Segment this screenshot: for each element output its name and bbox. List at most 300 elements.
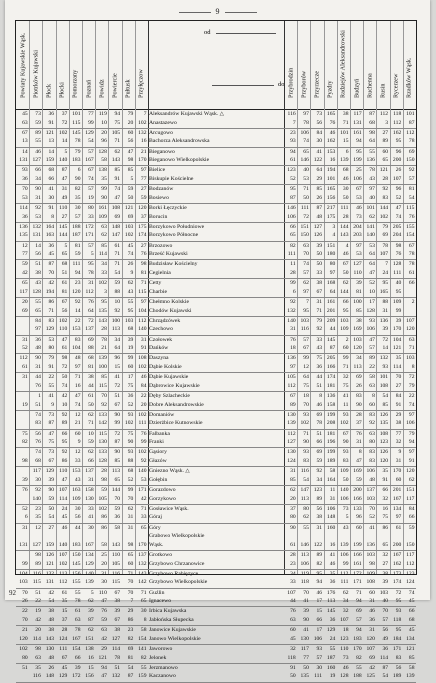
- place-name: Chełmno Kolskie: [149, 299, 189, 305]
- distance-cell: 89: [61, 420, 68, 427]
- distance-cell: 95: [61, 439, 68, 446]
- distance-cell: 38: [342, 111, 349, 117]
- distance-cell: 81: [61, 288, 68, 295]
- distance-cell: 65: [35, 307, 41, 314]
- distance-cell: 106: [406, 420, 415, 427]
- distance-cell: 22: [22, 608, 28, 615]
- distance-cell: 54: [48, 598, 55, 605]
- place-name: Gniezno Wąsk. △: [149, 468, 190, 475]
- distance-cell: 50: [127, 194, 134, 201]
- distance-cell: 120: [353, 345, 362, 352]
- distance-cell: 97: [356, 242, 362, 249]
- distance-cell: 128: [366, 307, 375, 314]
- table-row: [16, 231, 416, 240]
- distance-cell: 50: [290, 673, 296, 680]
- distance-cell: 48: [48, 654, 55, 661]
- right-column-header-5: [350, 21, 363, 109]
- distance-cell: 76: [101, 608, 107, 615]
- distance-cell: 162: [392, 129, 402, 136]
- distance-cell: 41: [88, 514, 94, 521]
- distance-cell: 57: [316, 654, 323, 661]
- distance-cell: 8: [319, 393, 323, 399]
- distance-cell: 74: [35, 449, 41, 456]
- distance-cell: 28: [101, 326, 107, 333]
- distance-cell: 99: [395, 307, 402, 314]
- distance-cell: 66: [382, 487, 389, 493]
- distance-cell: 69: [369, 654, 375, 661]
- distance-cell: 36: [316, 364, 323, 370]
- distance-cell: 105: [98, 495, 107, 502]
- distance-cell: 170: [392, 468, 402, 475]
- distance-cell: 98: [35, 646, 41, 652]
- place-name: Dańków: [149, 345, 169, 352]
- table-row: [16, 672, 416, 681]
- distance-cell: 90: [48, 487, 55, 493]
- distance-cell: 150: [72, 552, 81, 558]
- distance-cell: 136: [366, 541, 375, 548]
- distance-cell: 47: [61, 476, 68, 483]
- distance-cell: 17: [369, 299, 375, 305]
- distance-cell: 103: [124, 223, 134, 230]
- distance-cell: 97: [35, 326, 41, 333]
- distance-cell: 62: [114, 148, 121, 155]
- distance-cell: 148: [111, 223, 121, 230]
- distance-cell: 83: [342, 458, 349, 464]
- distance-cell: 45: [408, 627, 415, 634]
- distance-cell: 57: [303, 270, 309, 276]
- distance-cell: 28: [290, 552, 296, 558]
- place-name: Gąsiory: [149, 449, 168, 456]
- distance-cell: 53: [356, 251, 362, 258]
- distance-cell: 36: [48, 111, 55, 117]
- distance-cell: 135: [98, 307, 107, 314]
- right-column-header-label: Przyborów: [300, 70, 308, 98]
- place-name: Głazów: [149, 458, 167, 464]
- distance-cell: 92: [35, 205, 41, 211]
- distance-cell: 29: [101, 646, 107, 652]
- distance-cell: 98: [22, 458, 28, 464]
- distance-cell: 74: [408, 589, 415, 596]
- distance-cell: 131: [45, 579, 55, 586]
- distance-cell: 154: [138, 635, 147, 642]
- distance-cell: 34: [342, 598, 349, 605]
- distance-cell: 45: [48, 251, 55, 258]
- distance-cell: 90: [342, 439, 349, 446]
- distance-cell: 44: [88, 382, 94, 389]
- distance-cell: 32: [290, 646, 296, 652]
- distance-cell: 71: [114, 138, 121, 145]
- distance-cell: 74: [61, 382, 68, 389]
- distance-cell: 94: [356, 627, 362, 634]
- distance-cell: 51: [114, 393, 121, 399]
- distance-cell: 63: [101, 223, 107, 230]
- place-name: Gorzykowo: [149, 495, 176, 502]
- distance-cell: 76: [290, 608, 296, 615]
- distance-cell: 85: [114, 458, 121, 464]
- distance-cell: 21: [22, 627, 28, 634]
- distance-cell: 37: [61, 617, 68, 623]
- distance-cell: 33: [316, 270, 323, 276]
- distance-cell: 23: [74, 280, 81, 287]
- distance-cell: 92: [369, 420, 375, 427]
- distance-cell: 6: [77, 167, 81, 174]
- right-column-header-9: [403, 21, 416, 109]
- distance-cell: 31: [329, 495, 336, 502]
- distance-cell: 200: [392, 157, 402, 164]
- distance-cell: 120: [406, 468, 415, 475]
- distance-cell: 106: [340, 495, 349, 502]
- distance-cell: 94: [408, 439, 415, 446]
- distance-cell: 76: [290, 336, 296, 343]
- distance-cell: 47: [395, 205, 402, 211]
- distance-cell: 47: [61, 176, 68, 182]
- distance-cell: 104: [392, 336, 402, 343]
- distance-cell: 63: [369, 382, 375, 389]
- distance-cell: 70: [303, 251, 309, 258]
- distance-cell: 140: [287, 317, 296, 324]
- distance-cell: 31: [22, 524, 28, 531]
- distance-cell: 64: [329, 288, 336, 295]
- distance-cell: 89: [35, 129, 41, 136]
- distance-cell: 37: [290, 505, 296, 512]
- table-row: [16, 269, 416, 278]
- place-name: Daszyna: [149, 355, 169, 362]
- distance-cell: 167: [392, 495, 402, 502]
- distance-cell: 34: [356, 355, 362, 362]
- distance-cell: 83: [382, 194, 389, 201]
- distance-cell: 83: [74, 336, 81, 343]
- distance-cell: 46: [329, 129, 336, 136]
- distance-cell: 22: [408, 393, 415, 399]
- distance-cell: 108: [138, 355, 147, 362]
- distance-cell: 199: [353, 541, 362, 548]
- distance-cell: 78: [408, 138, 415, 145]
- distance-cell: 167: [72, 635, 81, 642]
- table-row: [16, 597, 416, 606]
- left-column-header-label: Przyłęczow: [137, 69, 145, 98]
- distance-cell: 77: [88, 111, 94, 117]
- distance-cell: 78: [74, 598, 81, 605]
- distance-cell: 44: [316, 374, 323, 381]
- distance-cell: 80: [22, 654, 28, 661]
- distance-cell: 201: [326, 307, 336, 314]
- distance-cell: 34: [101, 261, 107, 268]
- distance-cell: 89: [35, 560, 41, 567]
- distance-cell: 47: [74, 393, 81, 399]
- distance-cell: 57: [88, 186, 94, 193]
- distance-cell: 43: [342, 524, 349, 531]
- distance-cell: 46: [140, 374, 147, 381]
- distance-cell: 95: [395, 138, 402, 145]
- distance-cell: 176: [326, 589, 336, 596]
- distance-cell: 38: [395, 420, 402, 427]
- distance-cell: 139: [340, 157, 349, 164]
- distance-cell: 87: [61, 167, 68, 174]
- distance-cell: 5: [90, 251, 94, 258]
- distance-cell: 47: [61, 336, 68, 343]
- distance-cell: 102: [19, 646, 28, 652]
- distance-cell: 85: [114, 167, 121, 174]
- distance-cell: 85: [382, 401, 389, 408]
- distance-cell: 92: [382, 186, 389, 193]
- distance-cell: 199: [353, 157, 362, 164]
- table-row: [16, 513, 416, 522]
- distance-cell: 34: [35, 176, 41, 182]
- distance-cell: 58: [329, 468, 336, 475]
- distance-cell: 75: [22, 430, 28, 437]
- distance-cell: 123: [340, 635, 349, 642]
- distance-cell: 96: [101, 138, 107, 145]
- distance-cell: 41: [342, 393, 349, 399]
- distance-cell: 127: [32, 157, 41, 164]
- distance-cell: 128: [340, 673, 349, 680]
- distance-cell: 69: [22, 307, 28, 314]
- distance-cell: 110: [98, 589, 107, 596]
- distance-cell: 31: [127, 524, 134, 531]
- distance-cell: 61: [61, 345, 68, 352]
- place-name: Dzierżbice Kutnowskie: [149, 420, 203, 427]
- distance-cell: 118: [393, 111, 402, 117]
- distance-cell: 90: [74, 176, 81, 182]
- distance-cell: 41: [303, 598, 309, 605]
- distance-cell: 130: [300, 635, 309, 642]
- distance-cell: 66: [290, 223, 296, 230]
- distance-cell: 49: [61, 194, 68, 201]
- distance-cell: 38: [114, 598, 121, 605]
- distance-cell: 60: [127, 129, 134, 136]
- distance-cell: 28: [342, 213, 349, 220]
- distance-cell: 54: [114, 270, 121, 276]
- place-name: Borki Łęczyckie: [149, 205, 187, 211]
- distance-cell: 34: [290, 570, 296, 577]
- distance-cell: 71: [342, 364, 349, 370]
- distance-cell: 100: [111, 317, 121, 324]
- distance-cell: 51: [114, 664, 121, 671]
- distance-cell: 95: [316, 570, 323, 577]
- distance-cell: 134: [392, 505, 402, 512]
- distance-cell: 28: [101, 468, 107, 475]
- distance-cell: 115: [98, 430, 107, 437]
- distance-cell: 22: [35, 598, 41, 605]
- distance-cell: 44: [290, 598, 296, 605]
- distance-cell: 99: [101, 186, 107, 193]
- distance-cell: 54: [382, 673, 389, 680]
- distance-cell: 23: [290, 560, 296, 567]
- distance-cell: 98: [35, 552, 41, 558]
- distance-cell: 118: [393, 617, 402, 623]
- distance-cell: 60: [382, 148, 389, 155]
- distance-cell: 132: [138, 129, 147, 136]
- distance-cell: 101: [340, 129, 349, 136]
- distance-cell: 88: [382, 299, 389, 305]
- table-row: [16, 250, 416, 259]
- distance-cell: 128: [98, 458, 107, 464]
- distance-cell: 131: [32, 232, 41, 239]
- distance-cell: 78: [303, 119, 309, 126]
- distance-cell: 155: [72, 579, 81, 586]
- distance-cell: 205: [392, 223, 402, 230]
- distance-cell: 41: [369, 524, 375, 531]
- distance-cell: 12: [35, 524, 41, 531]
- right-column-header-2: [310, 21, 323, 109]
- distance-cell: 43: [316, 345, 323, 352]
- distance-cell: 74: [127, 251, 134, 258]
- distance-cell: 26: [395, 167, 402, 174]
- distance-cell: 156: [326, 194, 336, 201]
- distance-cell: 142: [138, 579, 147, 586]
- distance-cell: 83: [395, 654, 402, 661]
- distance-cell: 48: [48, 617, 55, 623]
- distance-cell: 70: [127, 589, 134, 596]
- distance-cell: 102: [138, 364, 147, 370]
- distance-cell: 117: [19, 288, 28, 295]
- distance-cell: 111: [340, 579, 349, 586]
- distance-cell: 118: [287, 654, 296, 661]
- distance-cell: 63: [74, 617, 81, 623]
- distance-cell: 50: [61, 374, 68, 381]
- distance-cell: 92: [316, 326, 323, 333]
- distance-cell: 57: [408, 176, 415, 182]
- distance-cell: 98: [395, 242, 402, 249]
- distance-cell: 36: [22, 213, 28, 220]
- distance-cell: 167: [85, 541, 94, 548]
- distance-cell: 91: [140, 345, 147, 352]
- distance-cell: 60: [369, 589, 375, 596]
- distance-cell: 66: [408, 280, 415, 287]
- table-row: [16, 156, 416, 165]
- distance-cell: 65: [140, 524, 147, 531]
- distance-cell: 175: [326, 213, 336, 220]
- distance-cell: 50: [88, 401, 94, 408]
- distance-cell: 89: [290, 401, 296, 408]
- place-name: Jelonek: [149, 654, 167, 661]
- distance-cell: 54: [303, 476, 309, 483]
- distance-cell: 93: [127, 449, 134, 456]
- distance-cell: 85: [316, 186, 323, 193]
- distance-cell: 51: [316, 382, 323, 389]
- distance-cell: 175: [138, 223, 147, 230]
- timetable-page: [5, 0, 430, 680]
- distance-cell: 55: [329, 646, 336, 652]
- distance-cell: 111: [72, 261, 81, 268]
- place-name: Jerzmanowo: [149, 664, 178, 671]
- distance-cell: 6: [24, 514, 28, 521]
- distance-cell: 22: [369, 364, 375, 370]
- distance-cell: 97: [303, 288, 309, 295]
- distance-cell: 53: [356, 194, 362, 201]
- distance-cell: 56: [74, 514, 81, 521]
- distance-cell: 133: [98, 411, 107, 418]
- distance-cell: 103: [366, 552, 375, 558]
- distance-cell: 96: [356, 514, 362, 521]
- distance-cell: 27: [140, 242, 147, 249]
- distance-cell: 103: [366, 495, 375, 502]
- distance-cell: 168: [326, 280, 336, 287]
- distance-cell: 37: [356, 420, 362, 427]
- distance-cell: 76: [140, 251, 147, 258]
- distance-cell: 108: [366, 579, 375, 586]
- distance-cell: 63: [101, 627, 107, 634]
- right-column-header-8: [390, 21, 403, 109]
- distance-cell: 97: [290, 364, 296, 370]
- distance-cell: 60: [395, 476, 402, 483]
- place-name: Bieganowo: [149, 148, 175, 155]
- distance-cell: 27: [61, 213, 68, 220]
- distance-cell: 99: [22, 560, 28, 567]
- distance-cell: 80: [303, 505, 309, 512]
- distance-cell: 30: [48, 194, 55, 201]
- distance-cell: 74: [35, 411, 41, 418]
- distance-cell: 99: [127, 487, 134, 493]
- distance-cell: 38: [88, 374, 94, 381]
- distance-cell: 73: [48, 449, 55, 456]
- distance-cell: 21: [140, 148, 147, 155]
- distance-cell: 47: [48, 430, 55, 437]
- place-name: Jabłońska Słupecka: [149, 617, 194, 623]
- distance-cell: 104: [138, 307, 147, 314]
- distance-cell: 99: [140, 439, 147, 446]
- distance-cell: 12: [22, 242, 28, 249]
- distance-cell: 110: [111, 552, 121, 558]
- distance-cell: 120: [138, 205, 147, 211]
- distance-cell: 155: [406, 223, 415, 230]
- distance-cell: 158: [85, 487, 94, 493]
- distance-cell: 170: [353, 646, 362, 652]
- distance-cell: 27: [140, 186, 147, 193]
- distance-cell: 63: [369, 430, 375, 437]
- distance-cell: 78: [74, 138, 81, 145]
- distance-cell: 72: [114, 430, 121, 437]
- distance-cell: 44: [74, 524, 81, 531]
- distance-cell: 56: [316, 505, 323, 512]
- distance-cell: 196: [326, 439, 336, 446]
- distance-cell: 42: [22, 270, 28, 276]
- distance-cell: 25: [101, 552, 107, 558]
- distance-cell: 67: [316, 288, 323, 295]
- place-name: Grzybowo Rabięzyce: [149, 570, 199, 577]
- distance-cell: 46: [61, 524, 68, 531]
- distance-cell: 171: [138, 487, 147, 493]
- place-name: Aleksandrów Kujawski Wąsk. △: [149, 111, 225, 117]
- distance-cell: 99: [88, 119, 94, 126]
- distance-cell: 139: [85, 579, 94, 586]
- distance-cell: 10: [61, 401, 68, 408]
- distance-cell: 126: [379, 411, 389, 418]
- distance-cell: 79: [408, 382, 415, 389]
- distance-cell: 44: [329, 326, 336, 333]
- distance-cell: 112: [59, 579, 68, 586]
- distance-cell: 156: [72, 570, 81, 577]
- from-label: od: [204, 29, 211, 36]
- distance-cell: 138: [85, 646, 94, 652]
- distance-cell: 62: [88, 598, 94, 605]
- distance-cell: 80: [48, 345, 55, 352]
- distance-cell: 38: [316, 280, 323, 287]
- distance-cell: 141: [138, 646, 147, 652]
- distance-cell: 24: [61, 505, 68, 512]
- distance-cell: 53: [369, 242, 375, 249]
- distance-cell: 112: [406, 129, 415, 136]
- distance-cell: 62: [408, 476, 415, 483]
- distance-cell: 46: [35, 148, 41, 155]
- distance-cell: 30: [101, 579, 107, 586]
- distance-cell: 52: [22, 505, 28, 512]
- distance-cell: 52: [395, 194, 402, 201]
- distance-cell: 20: [127, 119, 134, 126]
- distance-cell: 115: [406, 205, 415, 211]
- distance-cell: 59: [74, 251, 81, 258]
- distance-cell: 68: [408, 617, 415, 623]
